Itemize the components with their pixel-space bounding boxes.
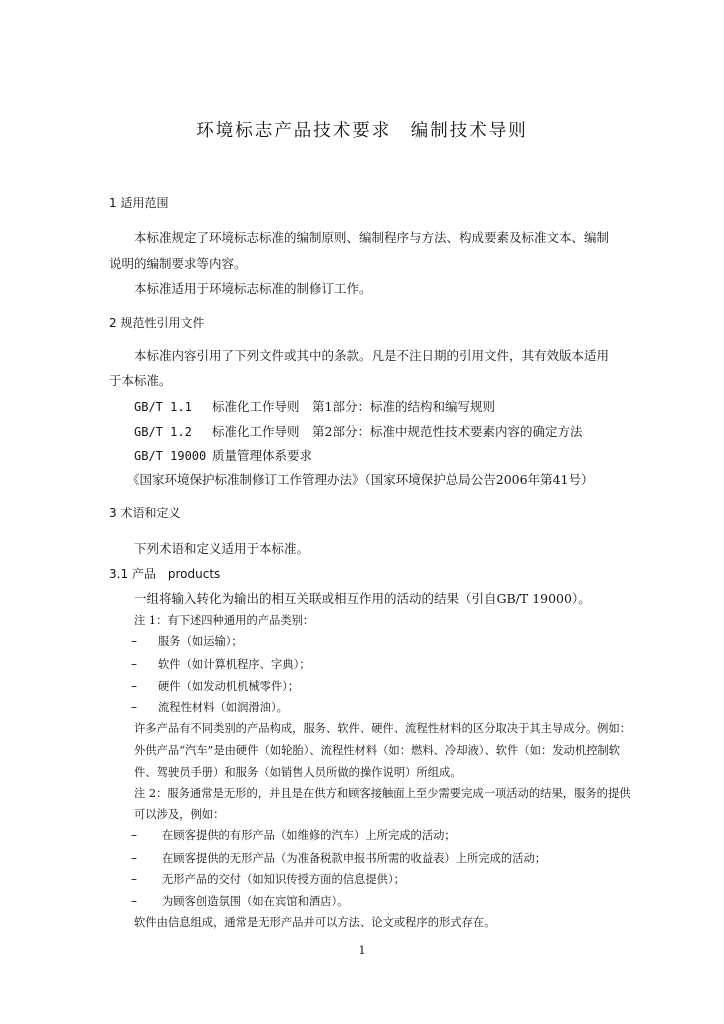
note-2-list-item: 为顾客创造氛围（如在宾馆和酒店）。	[162, 895, 349, 908]
page-number: 1	[358, 944, 366, 957]
list-dash: –	[131, 657, 137, 671]
document-title: 环境标志产品技术要求 编制技术导则	[196, 121, 528, 141]
note-2-list-item: 无形产品的交付（如知识传授方面的信息提供）；	[162, 873, 405, 886]
note-1-paragraph-line: 外供产品“汽车”是由硬件（如轮胎）、流程性材料（如：燃料、冷却液）、软件（如：发动机控制软	[134, 744, 621, 757]
list-dash: –	[131, 634, 137, 648]
section-2-paragraph-line: 于本标准。	[109, 373, 172, 388]
reference-title: 标准化工作导则 第2部分：标准中规范性技术要素内容的确定方法	[212, 424, 583, 439]
list-dash: –	[131, 851, 137, 865]
note-1-intro: 注 1：有下述四种通用的产品类别：	[134, 614, 315, 627]
reference-item	[134, 399, 495, 415]
section-1-paragraph-line: 本标准规定了环境标志标准的编制原则、编制程序与方法、构成要素及标准文本、编制	[134, 230, 610, 245]
list-dash: –	[131, 679, 137, 693]
note-1-list-item: 软件（如计算机程序、字典）；	[158, 658, 311, 671]
reference-title: 质量管理体系要求	[212, 448, 313, 463]
list-dash: –	[131, 894, 137, 908]
list-dash: –	[131, 700, 137, 714]
note-2-paragraph-line: 注 2：服务通常是无形的，并且是在供方和顾客接触面上至少需要完成一项活动的结果，服务的提供	[134, 787, 631, 800]
section-1-paragraph-line: 说明的编制要求等内容。	[109, 256, 247, 271]
section-2-heading: 2 规范性引用文件	[109, 316, 205, 330]
section-3-paragraph: 下列术语和定义适用于本标准。	[134, 541, 310, 556]
note-1-paragraph-line: 件、驾驶员手册）和服务（如销售人员所做的操作说明）所组成。	[134, 766, 462, 779]
section-1-heading: 1 适用范围	[109, 196, 169, 210]
reference-item: 《国家环境保护标准制修订工作管理办法》（国家环境保护总局公告2006年第41号）	[127, 472, 594, 487]
note-1-paragraph-line: 许多产品有不同类别的产品构成，服务、软件、硬件、流程性材料的区分取决于其主导成分。例如：	[134, 722, 632, 735]
reference-code: GB/T 1.1	[134, 400, 192, 414]
reference-item	[134, 448, 312, 464]
note-2-list-item: 在顾客提供的无形产品（为准备税款申报书所需的收益表）上所完成的活动；	[162, 852, 547, 865]
note-1-list-item: 硬件（如发动机机械零件）；	[158, 680, 300, 693]
closing-note: 软件由信息组成，通常是无形产品并可以方法、论文或程序的形式存在。	[134, 916, 496, 929]
reference-code: GB/T 1.2	[134, 425, 192, 439]
list-dash: –	[131, 872, 137, 886]
reference-code: GB/T 19000	[134, 449, 207, 463]
list-dash: –	[131, 828, 137, 842]
reference-item	[134, 424, 582, 440]
note-1-list-item: 服务（如运输）；	[158, 635, 243, 648]
note-2-paragraph-line: 可以涉及，例如：	[134, 808, 225, 821]
section-2-paragraph-line: 本标准内容引用了下列文件或其中的条款。凡是不注日期的引用文件，其有效版本适用	[134, 348, 610, 363]
reference-title: 标准化工作导则 第1部分：标准的结构和编写规则	[212, 399, 495, 414]
note-1-list-item: 流程性材料（如润滑油）。	[158, 701, 288, 714]
note-2-list-item: 在顾客提供的有形产品（如维修的汽车）上所完成的活动；	[162, 829, 456, 842]
section-1-paragraph: 本标准适用于环境标志标准的制修订工作。	[134, 281, 372, 296]
subsection-3-1-heading: 3.1 产品 products	[109, 567, 221, 581]
section-3-heading: 3 术语和定义	[109, 506, 181, 520]
term-definition: 一组将输入转化为输出的相互关联或相互作用的活动的结果（引自GB/T 19000）。	[134, 591, 591, 606]
